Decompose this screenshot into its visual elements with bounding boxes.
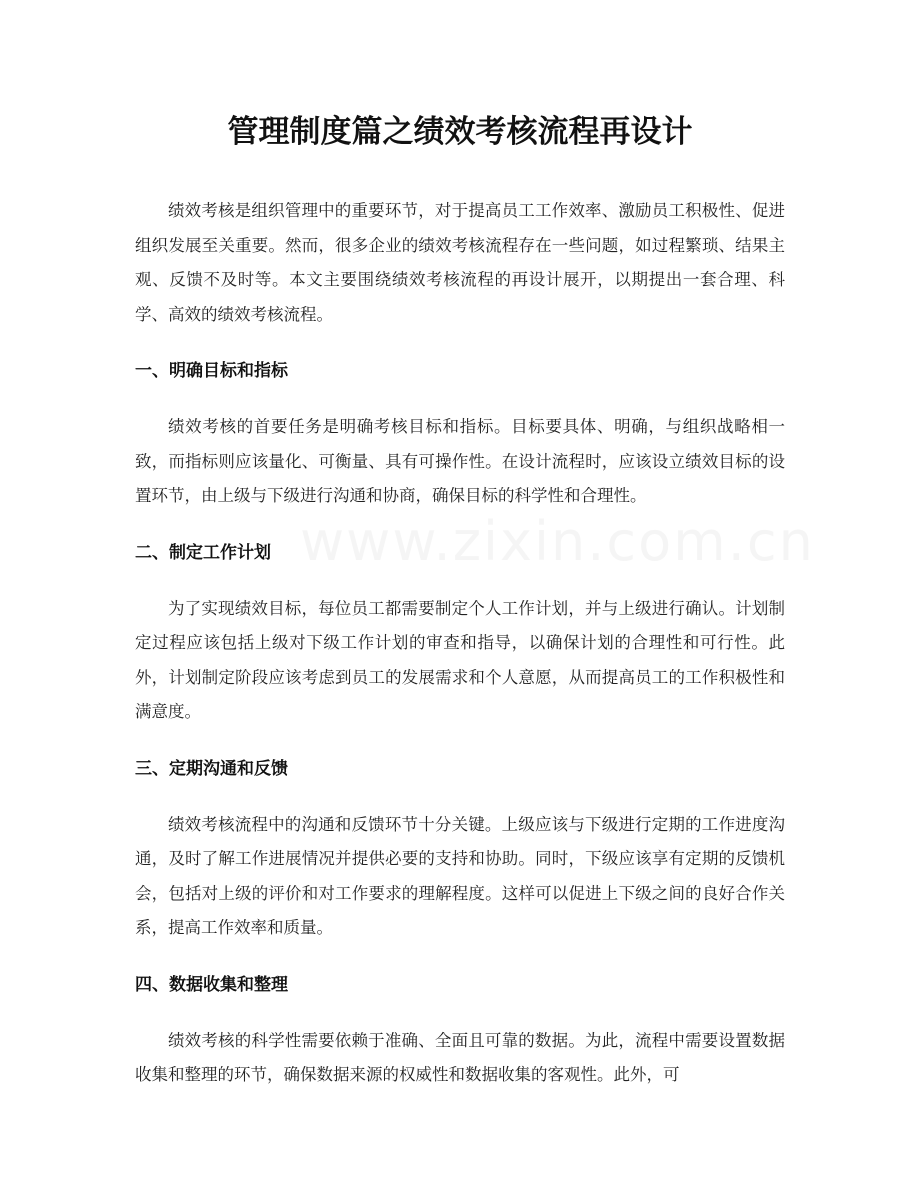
section-heading-3: 三、定期沟通和反馈: [135, 758, 288, 779]
section-body-4: 绩效考核的科学性需要依赖于准确、全面且可靠的数据。为此，流程中需要设置数据收集和整理的环节，确保数据来源的权威性和数据收集的客观性。此外，可: [135, 1030, 785, 1084]
document-content: [135, 108, 785, 1093]
section-body-2: 为了实现绩效目标，每位员工都需要制定个人工作计划，并与上级进行确认。计划制定过程应该包括上级对下级工作计划的审查和指导，以确保计划的合理性和可行性。此外，计划制定阶段应该考虑到员工的发展需求和个人意愿，从而提高员工的工作积极性和满意度。: [135, 598, 785, 721]
watermark: www.zixin.com.cn: [300, 510, 815, 573]
section-heading-2: 二、制定工作计划: [135, 542, 271, 563]
section-body-3: 绩效考核流程中的沟通和反馈环节十分关键。上级应该与下级进行定期的工作进度沟通，及时了解工作进展情况并提供必要的支持和协助。同时，下级应该享有定期的反馈机会，包括对上级的评价和对工作要求的理解程度。这样可以促进上下级之间的良好合作关系，提高工作效率和质量。: [135, 814, 785, 937]
section-body-1: 绩效考核的首要任务是明确考核目标和指标。目标要具体、明确，与组织战略相一致，而指标则应该量化、可衡量、具有可操作性。在设计流程时，应该设立绩效目标的设置环节，由上级与下级进行沟通和协商，确保目标的科学性和合理性。: [135, 417, 785, 505]
section-heading-1: 一、明确目标和指标: [135, 361, 288, 381]
document-title: 管理制度篇之绩效考核流程再设计: [227, 114, 693, 150]
intro-paragraph: 绩效考核是组织管理中的重要环节，对于提高员工工作效率、激励员工积极性、促进组织发展至关重要。然而，很多企业的绩效考核流程存在一些问题，如过程繁琐、结果主观、反馈不及时等。本文主要围绕绩效考核流程的再设计展开，以期提出一套合理、科学、高效的绩效考核流程。: [135, 201, 785, 324]
section-heading-4: 四、数据收集和整理: [135, 974, 288, 995]
